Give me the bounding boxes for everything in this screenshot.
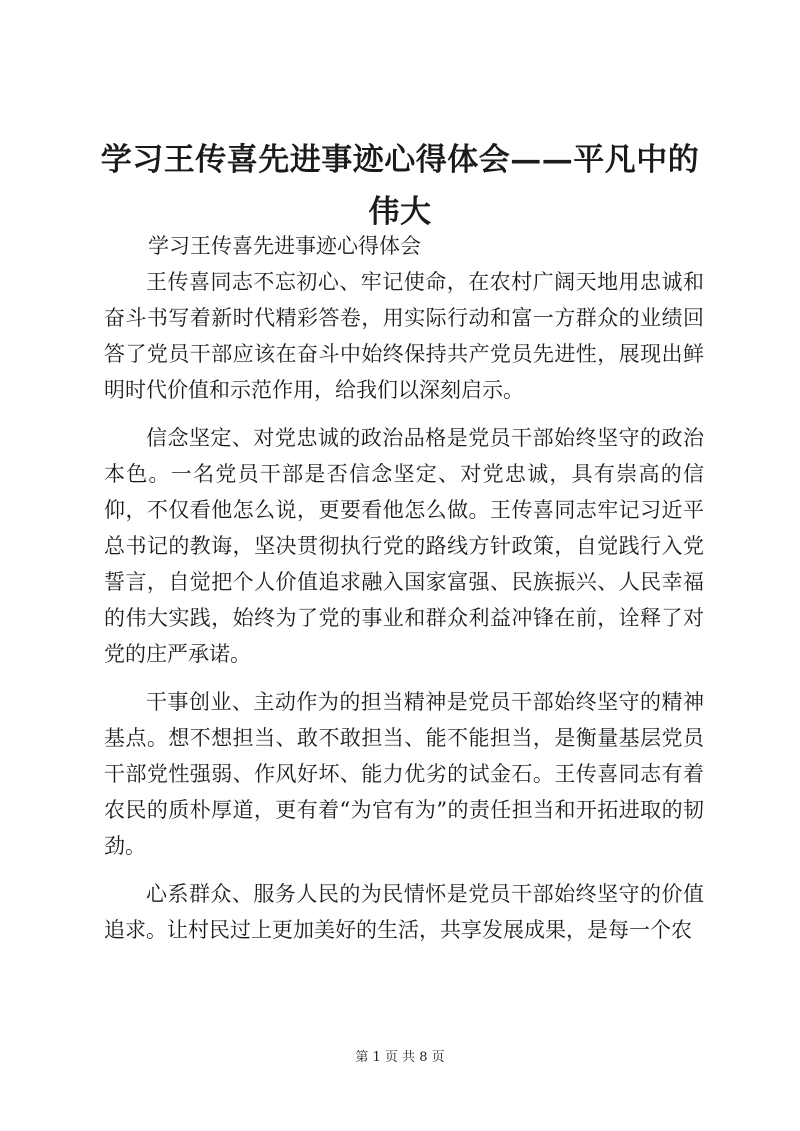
- document-title: 学习王传喜先进事迹心得体会——平凡中的伟大: [100, 142, 700, 230]
- paragraph-4: 心系群众、服务人民的为民情怀是党员干部始终坚守的价值追求。让村民过上更加美好的生活，共享发展成果，是每一个农: [104, 882, 704, 942]
- paragraph-3: 干事创业、主动作为的担当精神是党员干部始终坚守的精神基点。想不想担当、敢不敢担当、能不能担当，是衡量基层党员干部党性强弱、作风好坏、能力优劣的试金石。王传喜同志有着农民的质朴厚道，更有着“为官有为”的责任担当和开拓进取的韧劲。: [104, 690, 704, 858]
- page-number-footer: 第 1 页 共 8 页: [355, 1050, 445, 1065]
- document-body: [104, 264, 704, 960]
- paragraph-2: 信念坚定、对党忠诚的政治品格是党员干部始终坚守的政治本色。一名党员干部是否信念坚定、对党忠诚，具有崇高的信仰，不仅看他怎么说，更要看他怎么做。王传喜同志牢记习近平总书记的教诲，坚决贯彻执行党的路线方针政策，自觉践行入党誓言，自觉把个人价值追求融入国家富强、民族振兴、人民幸福的伟大实践，始终为了党的事业和群众利益冲锋在前，诠释了对党的庄严承诺。: [104, 426, 704, 666]
- paragraph-1: 王传喜同志不忘初心、牢记使命，在农村广阔天地用忠诚和奋斗书写着新时代精彩答卷，用实际行动和富一方群众的业绩回答了党员干部应该在奋斗中始终保持共产党员先进性，展现出鲜明时代价值和示范作用，给我们以深刻启示。: [104, 270, 704, 402]
- document-subtitle: 学习王传喜先进事迹心得体会: [148, 234, 421, 258]
